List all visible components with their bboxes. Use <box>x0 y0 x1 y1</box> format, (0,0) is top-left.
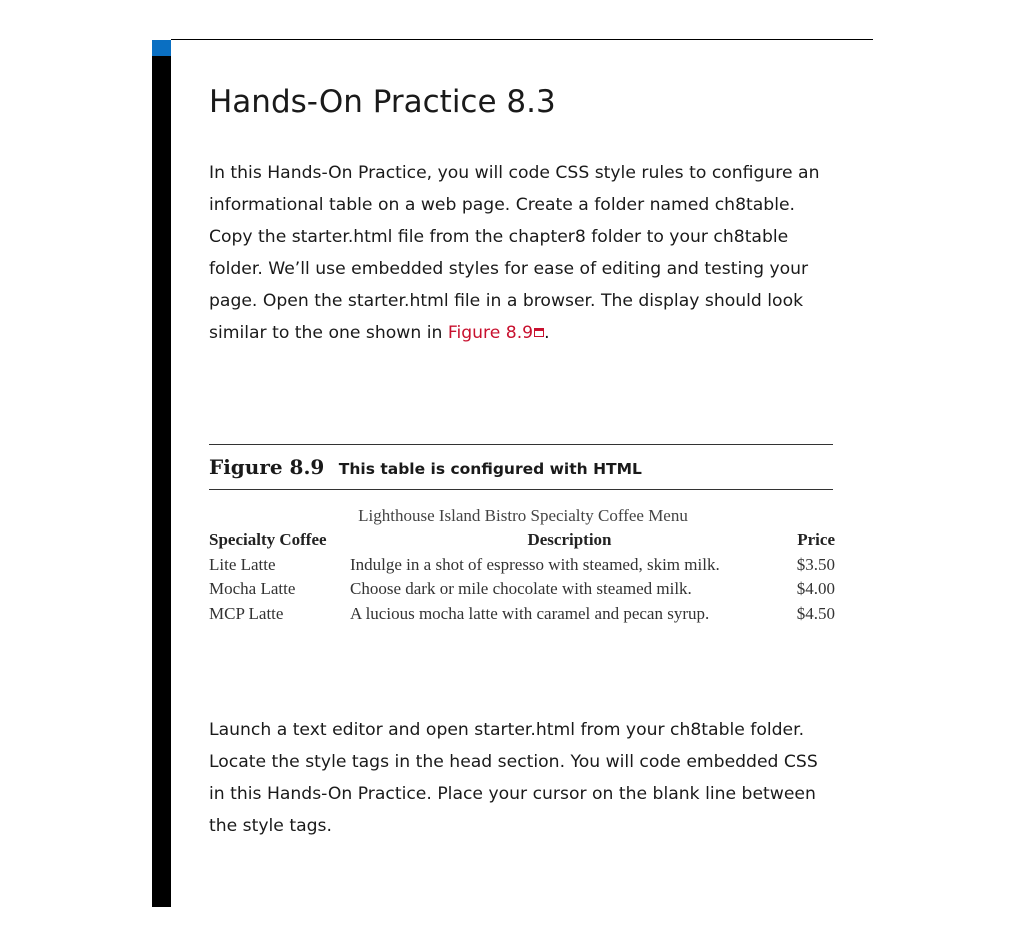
table-cell: $4.50 <box>796 603 835 623</box>
table-row <box>209 577 835 602</box>
figure-link-label[interactable]: Figure 8.9 <box>447 323 534 343</box>
figure-caption <box>209 445 833 489</box>
intro-end: . <box>544 323 550 343</box>
figure-label: Figure 8.9 <box>209 455 325 479</box>
section-heading: Hands-On Practice 8.3 <box>209 84 556 120</box>
top-rule <box>171 39 873 40</box>
table-cell: Choose dark or mile chocolate with steamed milk. <box>350 579 692 598</box>
table-cell: $3.50 <box>796 554 835 574</box>
table-cell: A lucious mocha latte with caramel and pecan syrup. <box>350 603 710 623</box>
table-row <box>209 553 835 578</box>
header-cell: Specialty Coffee <box>209 530 327 549</box>
left-bar-accent <box>152 40 171 56</box>
table-cell: Mocha Latte <box>209 579 296 598</box>
figure-title: This table is configured with HTML <box>338 460 642 478</box>
table-row <box>209 602 835 627</box>
intro-text: In this Hands-On Practice, you will code CSS style rules to configure an informational table on a web page. Create a folder named ch8table. Copy the starter.html file from the chapter8 folder to your ch8table folder. We’ll use embedded styles for ease of editing and testing your page. Open the starter.html file in a browser. The display should look similar to the one shown in <box>209 163 820 343</box>
header-cell: Description <box>527 530 612 549</box>
section-content <box>209 82 835 836</box>
table-cell: MCP Latte <box>209 603 284 623</box>
figure-link[interactable] <box>448 323 544 343</box>
instructions-paragraph: Launch a text editor and open starter.html from your ch8table folder. Locate the style tags in the head section. You will code embedded CSS in this Hands-On Practice. Place your cursor on the blank line between the style tags. <box>209 720 818 836</box>
header-cell: Price <box>797 530 835 549</box>
table-cell: Lite Latte <box>209 554 276 574</box>
table-cell: Indulge in a shot of espresso with steamed, skim milk. <box>350 554 720 574</box>
external-window-icon <box>534 328 544 337</box>
figure-8-9 <box>209 444 833 626</box>
table-cell: $4.00 <box>796 579 835 598</box>
intro-paragraph <box>209 157 833 349</box>
figure-bottom-rule <box>209 489 833 490</box>
table-header-row <box>209 528 835 553</box>
table-caption: Lighthouse Island Bistro Specialty Coffee Menu <box>358 506 688 525</box>
figure-image <box>209 504 835 626</box>
left-margin-bar <box>152 40 171 907</box>
